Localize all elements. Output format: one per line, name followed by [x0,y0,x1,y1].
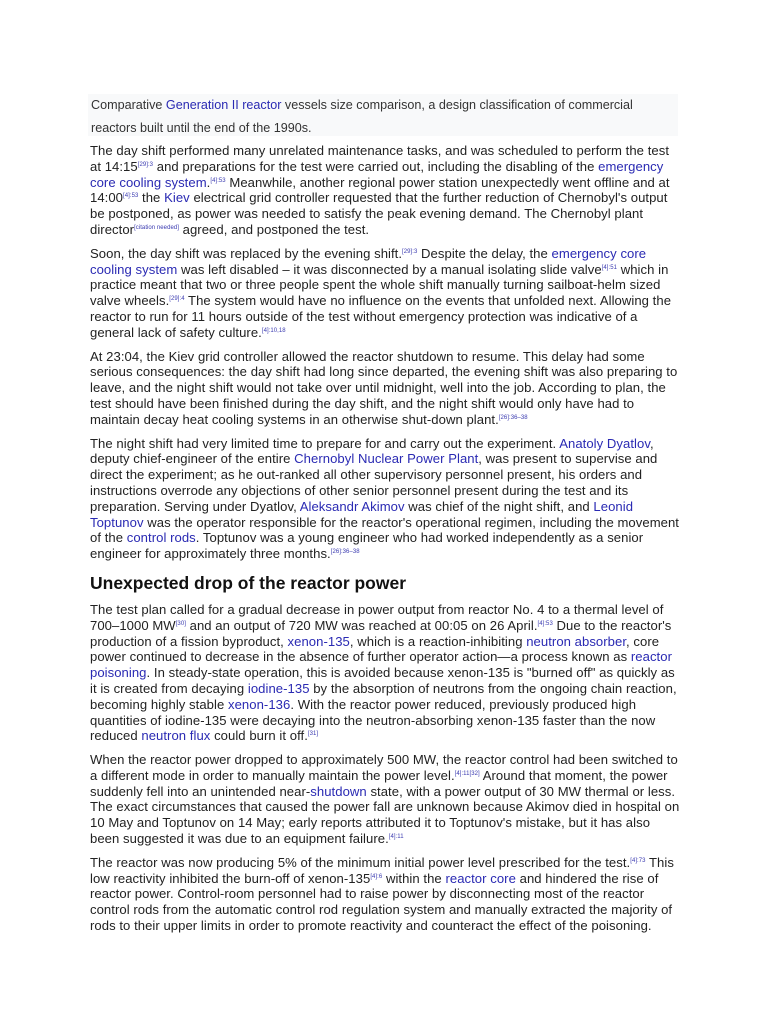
link-iodine-135[interactable]: iodine-135 [247,680,310,696]
citation-ref[interactable]: [4]:53 [210,177,226,184]
link-emergency-core-cooling-system[interactable]: emergency core cooling system [90,245,647,277]
text: the [138,190,165,206]
link-control-rods[interactable]: control rods [126,530,196,546]
link-generation-ii-reactor[interactable]: Generation II reactor [165,98,282,112]
text: , deputy chief-engineer of the entire [90,435,654,467]
text: and hindered the rise of reactor power. Control-room personnel had to raise power by disconnecting most of the reactor control rods from the automatic control rod regulation system and manually extracted the majority of rods to their upper limits in order to promote reactivity and counteract the effect of the poisoning. [90,870,673,934]
text: was the operator responsible for the reactor's operational regimen, including the movement of the [90,514,679,546]
text: state, with a power output of 30 MW thermal or less. The exact circumstances that caused the power fall are unknown because Akimov died in hospital on 10 May and Toptunov on 14 May; early reports attributed it to Toptunov's mistake, but it has also been suggested it was due to an equipment failure. [90,783,680,847]
text: agreed, and postponed the test. [178,221,370,237]
citation-ref[interactable]: [31] [307,731,319,738]
link-neutron-flux[interactable]: neutron flux [141,728,211,744]
paragraph-low-power [90,855,680,934]
text: was chief of the night shift, and [404,498,594,514]
caption-text: vessels size comparison, a design classification of commercial reactors built until the end of the 1990s. [91,98,633,135]
text: Despite the delay, the [417,245,552,261]
caption-text: Comparative [91,98,166,112]
citation-ref[interactable]: [26]:36–38 [498,414,528,421]
paragraph-evening-shift [90,246,680,341]
link-neutron-absorber[interactable]: neutron absorber [526,633,627,649]
text: was left disabled – it was disconnected by a manual isolating slide valve [177,261,602,277]
link-kiev[interactable]: Kiev [164,190,190,206]
citation-ref[interactable]: [26]:36–38 [330,549,360,556]
text: by the absorption of neutrons from the ongoing chain reaction, becoming highly stable [90,680,677,712]
link-xenon-135[interactable]: xenon-135 [287,633,350,649]
paragraph-power-drop [90,752,680,847]
image-caption [88,94,678,136]
link-xenon-136[interactable]: xenon-136 [228,696,291,712]
citation-ref[interactable]: [4]:53 [123,193,139,200]
citation-needed[interactable]: [citation needed] [134,224,179,231]
text: The system would have no influence on the events that unfolded next. Allowing the reactor to run for 11 hours outside of the test without emergency protection was indicative of a general lack of safety culture. [90,293,672,340]
citation-ref[interactable]: [4]:73 [630,857,646,864]
section-heading: Unexpected drop of the reactor power [90,572,407,593]
text: , which is a reaction-inhibiting [349,633,527,649]
citation-ref[interactable]: [32] [469,770,480,777]
text: At 23:04, the Kiev grid controller allowed the reactor shutdown to resume. This delay had some serious consequences: the day shift had long since departed, the evening shift was also preparing to leave, and the night shift would not take over until midnight, well into the job. According to plan, the test should have been finished during the day shift, and the night shift would only have had to maintain decay heat cooling systems in an otherwise shut-down plant. [90,348,678,427]
text: , was present to supervise and direct the experiment; as he out-ranked all other supervisory personnel present, his orders and instructions overrode any objections of other senior personnel present during the test and its preparation. Serving under Dyatlov, [90,451,658,514]
text: Around that moment, the power suddenly fell into an unintended near- [90,767,668,799]
link-emergency-core-cooling-system[interactable]: emergency core cooling system [90,158,664,190]
link-shutdown[interactable]: shutdown [310,783,367,799]
text: , core power continued to decrease in the absence of further operator action—a process known as [90,633,660,665]
text: Meanwhile, another regional power station unexpectedly went offline and at 14:00 [90,174,670,206]
paragraph-day-shift [90,143,680,238]
link-chernobyl-nuclear-power-plant[interactable]: Chernobyl Nuclear Power Plant [294,451,479,467]
citation-ref[interactable]: [4]:10,18 [261,327,286,334]
text: . [206,174,211,190]
text: The day shift performed many unrelated maintenance tasks, and was scheduled to perform the test at 14:15 [90,143,670,174]
citation-ref[interactable]: [29]:3 [402,248,418,255]
text: . With the reactor power reduced, previously produced high quantities of iodine-135 were decaying into the neutron-absorbing xenon-135 faster than the now reduced [90,696,656,744]
article-body [90,143,680,942]
text: within the [382,870,446,886]
link-aleksandr-akimov[interactable]: Aleksandr Akimov [299,498,405,514]
citation-ref[interactable]: [4]:11 [388,834,404,841]
link-leonid-toptunov[interactable]: Leonid Toptunov [90,498,634,530]
text: Soon, the day shift was replaced by the evening shift. [90,245,403,261]
link-reactor-core[interactable]: reactor core [445,870,516,886]
text: The test plan called for a gradual decrease in power output from reactor No. 4 to a thermal level of 700–1000 MW [90,601,664,633]
text: and an output of 720 MW was reached at 00:05 on 26 April. [185,617,538,633]
citation-ref[interactable]: [4]:51 [601,264,618,271]
link-anatoly-dyatlov[interactable]: Anatoly Dyatlov [559,435,650,451]
text: When the reactor power dropped to approximately 500 MW, the reactor control had been switched to a different mode in order to manually maintain the power level. [90,752,678,783]
citation-ref[interactable]: [4]:53 [537,620,553,627]
text: which in practice meant that two or three people spent the whole shift manually turning sailboat-helm sized valve wheels. [90,261,669,309]
text: electrical grid controller requested that the further reduction of Chernobyl's output be postponed, as power was needed to satisfy the peak evening demand. The Chernobyl plant director [90,190,668,237]
paragraph-shutdown-resume [90,349,680,428]
text: . In steady-state operation, this is avoided because xenon-135 is "burned off" as quickly as it is created from decaying [90,665,675,696]
text: could burn it off. [210,728,308,744]
link-reactor-poisoning[interactable]: reactor poisoning [90,649,672,681]
text: The reactor was now producing 5% of the minimum initial power level prescribed for the test. [90,854,631,870]
paragraph-night-shift [90,436,680,562]
text: and preparations for the test were carried out, including the disabling of the [153,158,599,174]
text: . Toptunov was a young engineer who had worked independently as a senior engineer for approximately three months. [90,530,644,562]
text: The night shift had very limited time to prepare for and carry out the experiment. [90,435,560,451]
citation-ref[interactable]: [4]:6 [370,873,383,880]
citation-ref[interactable]: [4]:11 [454,770,470,777]
paragraph-test-plan [90,602,680,744]
citation-ref[interactable]: [29]:3 [137,161,154,168]
text: Due to the reactor's production of a fission byproduct, [90,617,672,649]
citation-ref[interactable]: [30] [175,620,186,627]
citation-ref[interactable]: [29]:4 [169,296,185,303]
text: This low reactivity inhibited the burn-off of xenon-135 [90,854,674,886]
